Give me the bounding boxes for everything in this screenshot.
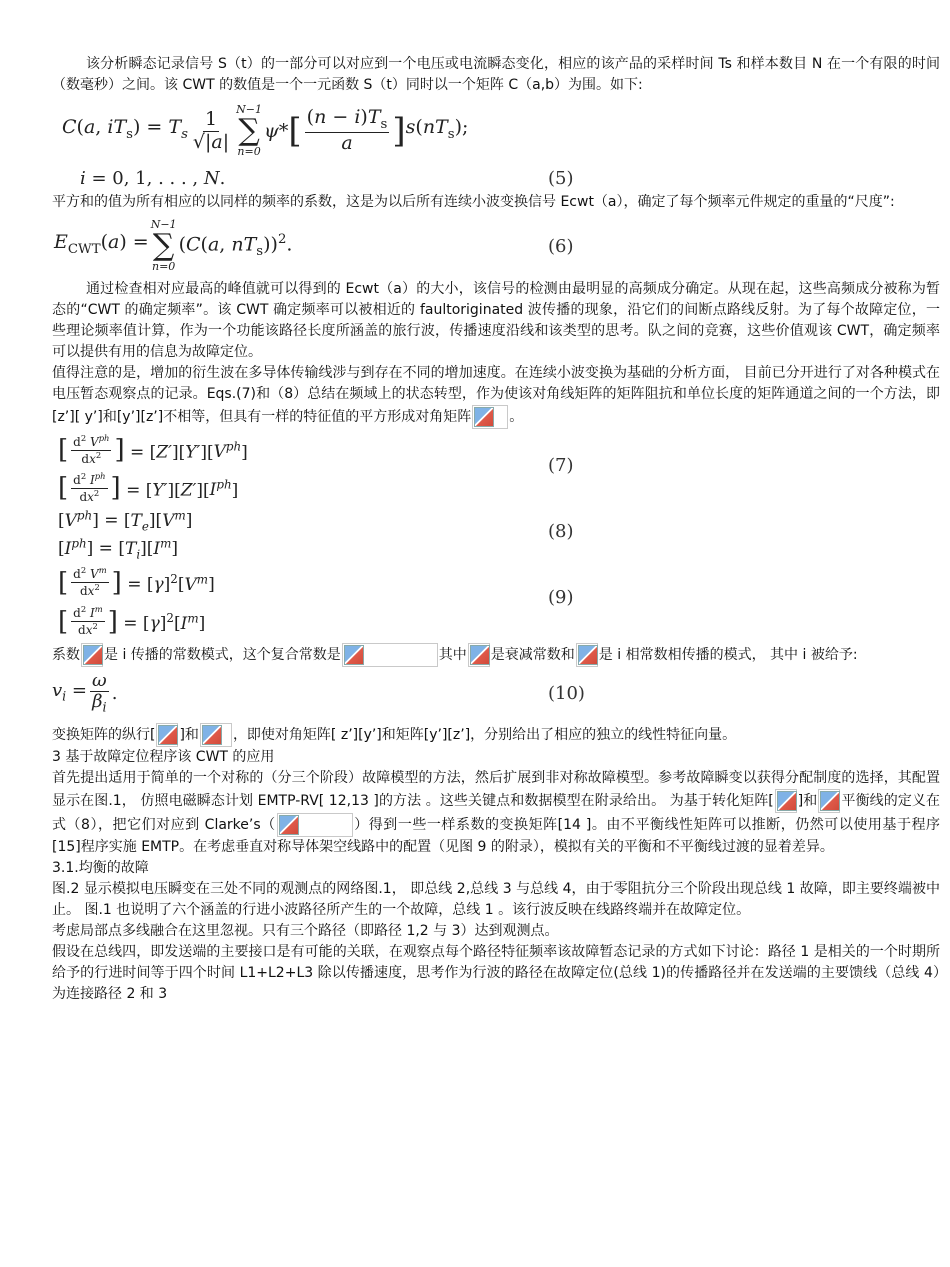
text: ）得到一些一样系数的变换矩阵[14 ]。由不平衡线性矩阵可以推断，仍然可以使用基于程序[15]程序实施 EMTP。在考虑垂直对称导体架空线路中的配置（见图 9 的附录），模拟有关的平衡和不平衡线过渡的显着差异。: [52, 817, 941, 855]
broken-image-icon: [277, 813, 353, 837]
equation-number: (9): [548, 587, 574, 608]
broken-image-icon: [472, 405, 508, 429]
broken-image-icon: [156, 723, 178, 747]
text: 首先提出适用于简单的一个对称的（分三个阶段）故障模型的方法，然后扩展到非对称故障模型。参考故障瞬变以获得分配制度的选择，其配置显示在图.1， 仿照电磁瞬态计划 EMTP-RV[ 12,13 ]的方法 。这些关键点和数据模型在附录给出。 为基于转化矩阵[: [52, 770, 940, 809]
section-heading: 3 基于故障定位程序该 CWT 的应用: [52, 749, 275, 765]
text: 其中: [438, 647, 467, 663]
equation-10: $v_i$ = $\frac{\omega}{\beta_i}$ . (10): [52, 669, 585, 715]
paragraph-detection: 通过检查相对应最高的峰值就可以得到的 Ecwt（a）的大小，该信号的检测由最明显的高频成分确定。从现在起，这些高频成分被称为暂态的“CWT 的确定频率”。该 CWT 确定频率可以被相近的 faultoriginated 波传播的现象，沿它们的间断点路线反射。为了每个故障定位，一些理论频率值计算，作为一个功能该路径长度所涵盖的旅行波，传播速度沿线和该类型的思考。队之间的竞赛，这些价值观该 CWT，确定频率可以提供有用的信息为故障定位。: [52, 281, 940, 360]
paragraph-figure2: 图.2 显示模拟电压瞬变在三处不同的观测点的网络图.1， 即总线 2,总线 3 与总线 4，由于零阻抗分三个阶段出现总线 1 故障，即主要终端被中止。 图.1 也说明了六个涵盖的行进小波路径所产生的一个故障，总线 1 。该行波反映在线路终端并在故障定位。: [52, 881, 940, 918]
text: 是 i 相常数相传播的模式， 其中 i 被给予:: [598, 647, 858, 663]
equation-7: [ $\frac{d^2 V^{ph}}{dx^2}$ ] = $[Z'][Y'][V^{ph}]$ [ $\frac{d^2 I^{ph}}{dx^2}$ ] = $[Y'][Z'][I^{ph}]$ (7): [58, 432, 574, 504]
equation-9: [ $\frac{d^2 V^m}{dx^2}$ ] = $[\gamma]^2[V^m]$ [ $\frac{d^2 I^m}{dx^2}$ ] = $[\gamma]^2[I^m]$ (9): [58, 565, 574, 637]
equation-number: (8): [548, 521, 574, 542]
subsection-heading: 3.1.均衡的故障: [52, 860, 149, 876]
broken-image-icon: [200, 723, 232, 747]
equation-number: (7): [548, 455, 574, 476]
paragraph-eigenvectors: [52, 723, 940, 747]
text: 变换矩阵的纵行[: [52, 727, 156, 743]
paragraph-energy: 平方和的值为所有相应的以同样的频率的系数，这是为以后所有连续小波变换信号 Ecwt（a），确定了每个频率元件规定的重量的“尺度”:: [52, 194, 895, 210]
paragraph-bus4: 假设在总线四，即发送端的主要接口是有可能的关联，在观察点每个路径特征频率该故障暂态记录的方式如下讨论：路径 1 是相关的一个时期所给予的行进时间等于四个时间 L1+L2+L3 除以传播速度，思考作为行波的路径在故障定位(总线 1)的传播路径并在发送端的主要馈线（总线 4）为连接路径 2 和 3: [52, 944, 940, 1002]
text: ]和: [797, 793, 818, 809]
broken-image-icon: [818, 789, 840, 813]
text: 系数: [52, 647, 80, 663]
paragraph-modal: [52, 363, 940, 429]
equation-number: (5): [548, 167, 574, 189]
paragraph-propagation: [52, 643, 940, 667]
broken-image-icon: [342, 643, 438, 667]
document-page: [52, 54, 940, 1005]
paragraph-modal-text: 值得注意的是，增加的衍生波在多导体传输线涉与到存在不同的增加速度。在连续小波变换为基础的分析方面， 目前已分开进行了对各种模式在电压暂态观察点的记录。Eqs.(7)和（8）总结在频域上的状态转型，作为使该对角线矩阵的矩阵阻抗和单位长度的矩阵通道之间的一个方法，即[z’][ y’]和[y’][z’]不相等，但具有一样的特征值的平方形成对角矩阵: [52, 365, 940, 425]
text: 平衡线的定义在式（8），把它们对应到 Clarke’s（: [52, 793, 940, 833]
paragraph-intro: 该分析瞬态记录信号 S（t）的一部分可以对应到一个电压或电流瞬态变化，相应的该产品的采样时间 Ts 和样本数目 N 在一个有限的时间（数毫秒）之间。该 CWT 的数值是一个一元函数 S（t）同时以一个矩阵 C（a,b）为围。如下:: [52, 56, 940, 93]
text: ]和: [179, 727, 199, 743]
paragraph-modal-end: 。: [509, 409, 524, 425]
text: 是衰减常数和: [490, 647, 575, 663]
paragraph-method: [52, 768, 940, 858]
broken-image-icon: [775, 789, 797, 813]
equation-6: $E_{CWT}(a)$ = N−1 ∑ n=0 (C(a, $nT_s))^2$. (6): [54, 218, 574, 273]
text: 是 i 传播的常数模式，这个复合常数是: [104, 647, 341, 663]
broken-image-icon: [81, 643, 103, 667]
broken-image-icon: [576, 643, 598, 667]
equation-5: C(a, $iT_s) = T_s$ $\frac{1}{√|a|}$ N−1 ∑ n=0 ψ* [ $\frac{(n - i)T_s}{a}$ ] $s(nT_s)$; i = 0, 1, . . . , N. (5): [62, 103, 574, 189]
equation-number: (10): [548, 682, 585, 704]
paragraph-paths: 考虑局部点多线融合在这里忽视。只有三个路径（即路径 1,2 与 3）达到观测点。: [52, 923, 559, 939]
equation-number: (6): [548, 235, 574, 257]
equation-8: $[V^{ph}] = [T_e][V^m]$ $[I^{ph}] = [T_i][I^m]$ (8): [58, 507, 574, 562]
text: ，即使对角矩阵[ z’][y’]和矩阵[y’][z’]，分别给出了相应的独立的线性特征向量。: [232, 727, 737, 743]
broken-image-icon: [468, 643, 490, 667]
